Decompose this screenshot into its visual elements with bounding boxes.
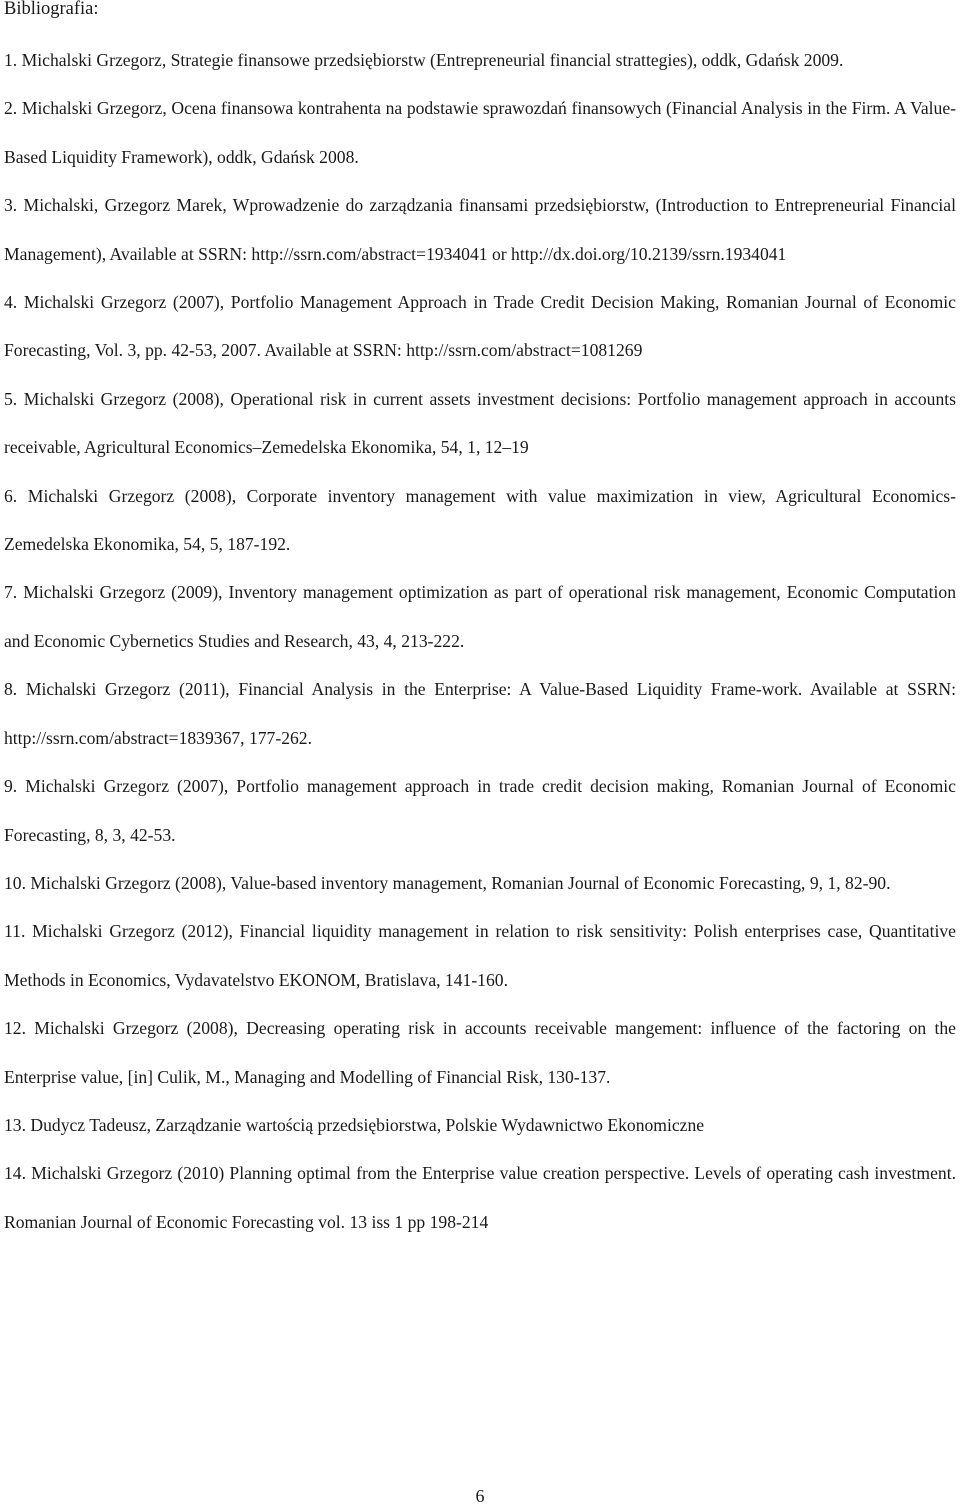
reference-item: [4, 181, 956, 278]
reference-item: [4, 859, 956, 907]
reference-number: 7.: [4, 582, 18, 603]
reference-item: [4, 84, 956, 181]
reference-text: Michalski Grzegorz (2008), Value-based inventory management, Romanian Journal of Economic Forecasting, 9, 1, 82-90.: [30, 872, 891, 893]
reference-text: Michalski Grzegorz, Strategie finansowe przedsiębiorstw (Entrepreneurial financial strattegies), oddk, Gdańsk 2009.: [21, 50, 844, 70]
reference-item: [4, 1004, 956, 1101]
reference-number: 14.: [4, 1163, 26, 1184]
reference-text: Michalski Grzegorz, Ocena finansowa kontrahenta na podstawie sprawozdań finansowych (Financial Analysis in the Firm. A Value-Based Liquidity Framework), oddk, Gdańsk 2008.: [4, 98, 956, 167]
reference-item: [4, 278, 956, 375]
reference-number: 8.: [4, 679, 18, 700]
reference-number: 11.: [4, 921, 26, 942]
reference-list: [4, 36, 956, 1246]
reference-text: Michalski Grzegorz (2011), Financial Analysis in the Enterprise: A Value-Based Liquidity Frame-work. Available at SSRN: http://ssrn.com/abstract=1839367, 177-262.: [4, 679, 956, 748]
reference-item: [4, 1149, 956, 1246]
reference-number: 9.: [4, 776, 18, 797]
reference-text: Michalski Grzegorz (2012), Financial liquidity management in relation to risk sensitivity: Polish enterprises case, Quantitative Methods in Economics, Vydavatelstvo EKONOM, Bratislava, 141-160.: [4, 921, 956, 990]
reference-text: Michalski, Grzegorz Marek, Wprowadzenie do zarządzania finansami przedsiębiorstw, (Introduction to Entrepreneurial Financial Management), Available at SSRN: http://ssrn.com/abstract=1934041 or http://dx.doi.org/10.2139/ssrn.1934041: [4, 195, 956, 264]
reference-number: 4.: [4, 292, 18, 313]
reference-text: Michalski Grzegorz (2007), Portfolio management approach in trade credit decision making, Romanian Journal of Economic Forecasting, 8, 3, 42-53.: [4, 776, 956, 845]
reference-text: Michalski Grzegorz (2008), Operational risk in current assets investment decisions: Portfolio management approach in accounts receivable, Agricultural Economics–Zemedelska Ekonomika, 54, 1, 12–19: [4, 388, 956, 458]
reference-item: [4, 665, 956, 762]
reference-number: 10.: [4, 872, 26, 893]
reference-number: 5.: [4, 388, 18, 409]
reference-number: 3.: [4, 195, 18, 216]
reference-text: Dudycz Tadeusz, Zarządzanie wartością przedsiębiorstwa, Polskie Wydawnictwo Ekonomiczne: [30, 1114, 705, 1135]
page-number: 6: [475, 1486, 485, 1506]
reference-number: 1.: [4, 50, 18, 70]
reference-item: [4, 472, 956, 569]
reference-item: [4, 907, 956, 1004]
reference-number: 2.: [4, 98, 18, 119]
reference-item: [4, 1101, 956, 1149]
reference-item: [4, 762, 956, 859]
reference-text: Michalski Grzegorz (2008), Decreasing operating risk in accounts receivable mangement: influence of the factoring on the Enterprise value, [in] Culik, M., Managing and Modelling of Financial Risk, 130-137.: [4, 1018, 956, 1087]
reference-text: Michalski Grzegorz (2007), Portfolio Management Approach in Trade Credit Decision Making, Romanian Journal of Economic Forecasting, Vol. 3, pp. 42-53, 2007. Available at SSRN: http://ssrn.com/abstract=1081269: [4, 292, 956, 361]
reference-number: 12.: [4, 1018, 26, 1039]
reference-number: 6.: [4, 485, 18, 506]
reference-text: Michalski Grzegorz (2008), Corporate inventory management with value maximization in view, Agricultural Economics-Zemedelska Ekonomika, 54, 5, 187-192.: [4, 485, 956, 555]
bibliography-heading: Bibliografia:: [4, 0, 99, 19]
reference-item: [4, 568, 956, 665]
reference-item: [4, 375, 956, 472]
reference-text: Michalski Grzegorz (2009), Inventory management optimization as part of operational risk management, Economic Computation and Economic Cybernetics Studies and Research, 43, 4, 213-222.: [4, 582, 956, 651]
reference-text: Michalski Grzegorz (2010) Planning optimal from the Enterprise value creation perspective. Levels of operating cash investment. Romanian Journal of Economic Forecasting vol. 13 iss 1 pp 198-214: [4, 1163, 956, 1232]
reference-number: 13.: [4, 1114, 26, 1135]
reference-item: [4, 36, 956, 84]
